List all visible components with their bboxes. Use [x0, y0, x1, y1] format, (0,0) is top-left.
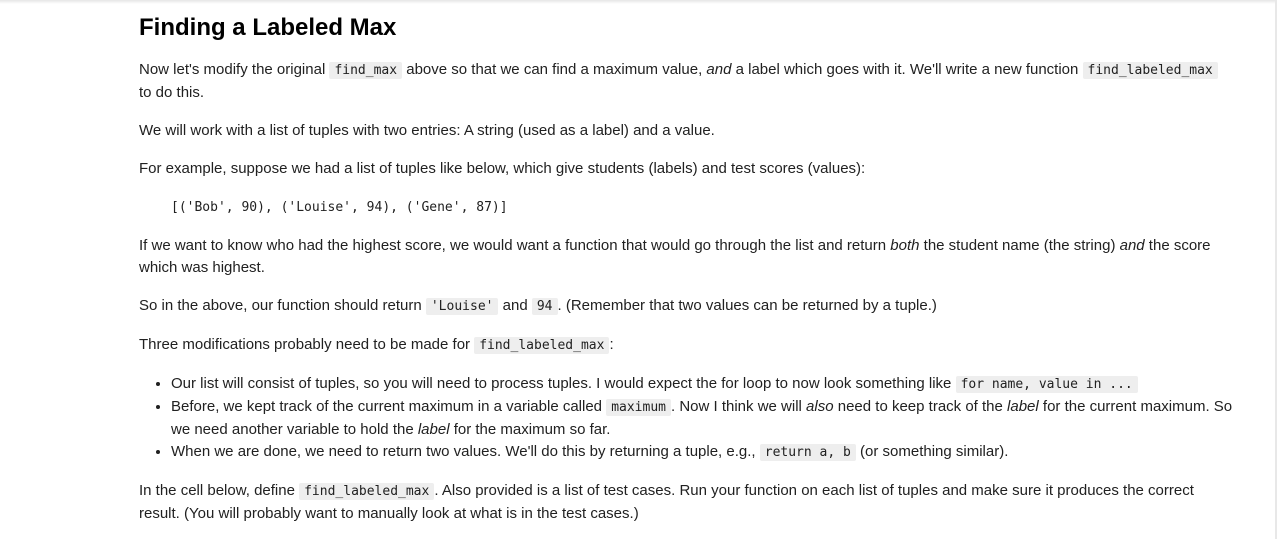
list-item: • When we are done, we need to return two values. We'll do this by returning a tuple, e.g., return a, b (or something similar).	[171, 441, 1234, 464]
intro-paragraph: Now let's modify the original find_max above so that we can find a maximum value, and a label which goes with it. We'll write a new function find_labeled_max to do this.	[139, 59, 1234, 104]
example-paragraph: For example, suppose we had a list of tuples like below, which give students (labels) and test scores (values):	[139, 160, 866, 177]
modifications-paragraph: Three modifications probably need to be made for find_labeled_max :	[139, 336, 614, 353]
inline-code-maximum: maximum	[606, 399, 671, 416]
inline-code-for-loop: for name, value in ...	[956, 376, 1138, 393]
modifications-list	[139, 373, 1234, 464]
return-paragraph: So in the above, our function should return 'Louise' and 94 . (Remember that two values can be returned by a tuple.)	[139, 297, 937, 314]
inline-code-find-labeled-max: find_labeled_max	[299, 483, 434, 500]
instructions-paragraph: In the cell below, define find_labeled_max . Also provided is a list of test cases. Run your function on each list of tuples and make sure it produces the correct result. (You will probably want to manually look at what is in the test cases.)	[139, 482, 1194, 522]
highest-score-paragraph: If we want to know who had the highest score, we would want a function that would go through the list and return both the student name (the string) and the score which was highest.	[139, 237, 1211, 276]
tuples-paragraph: We will work with a list of tuples with two entries: A string (used as a label) and a value.	[139, 122, 715, 139]
list-item: • Our list will consist of tuples, so you will need to process tuples. I would expect the for loop to now look something like for name, value in ...	[171, 373, 1234, 396]
inline-code-louise: 'Louise'	[426, 298, 499, 315]
inline-code-find-labeled-max: find_labeled_max	[474, 337, 609, 354]
inline-code-return: return a, b	[760, 444, 856, 461]
section-heading: Finding a Labeled Max	[139, 14, 397, 41]
inline-code-94: 94	[532, 298, 558, 315]
top-shadow	[0, 0, 1277, 4]
inline-code-find-max: find_max	[329, 62, 402, 79]
markdown-cell[interactable]	[139, 13, 1234, 539]
list-item: • Before, we kept track of the current maximum in a variable called maximum . Now I think we will also need to keep track of the label for the current maximum. So we need another variable to hold the label for the maximum so far.	[171, 396, 1234, 441]
code-example-block: [('Bob', 90), ('Louise', 94), ('Gene', 87)]	[171, 200, 508, 215]
inline-code-find-labeled-max: find_labeled_max	[1083, 62, 1218, 79]
